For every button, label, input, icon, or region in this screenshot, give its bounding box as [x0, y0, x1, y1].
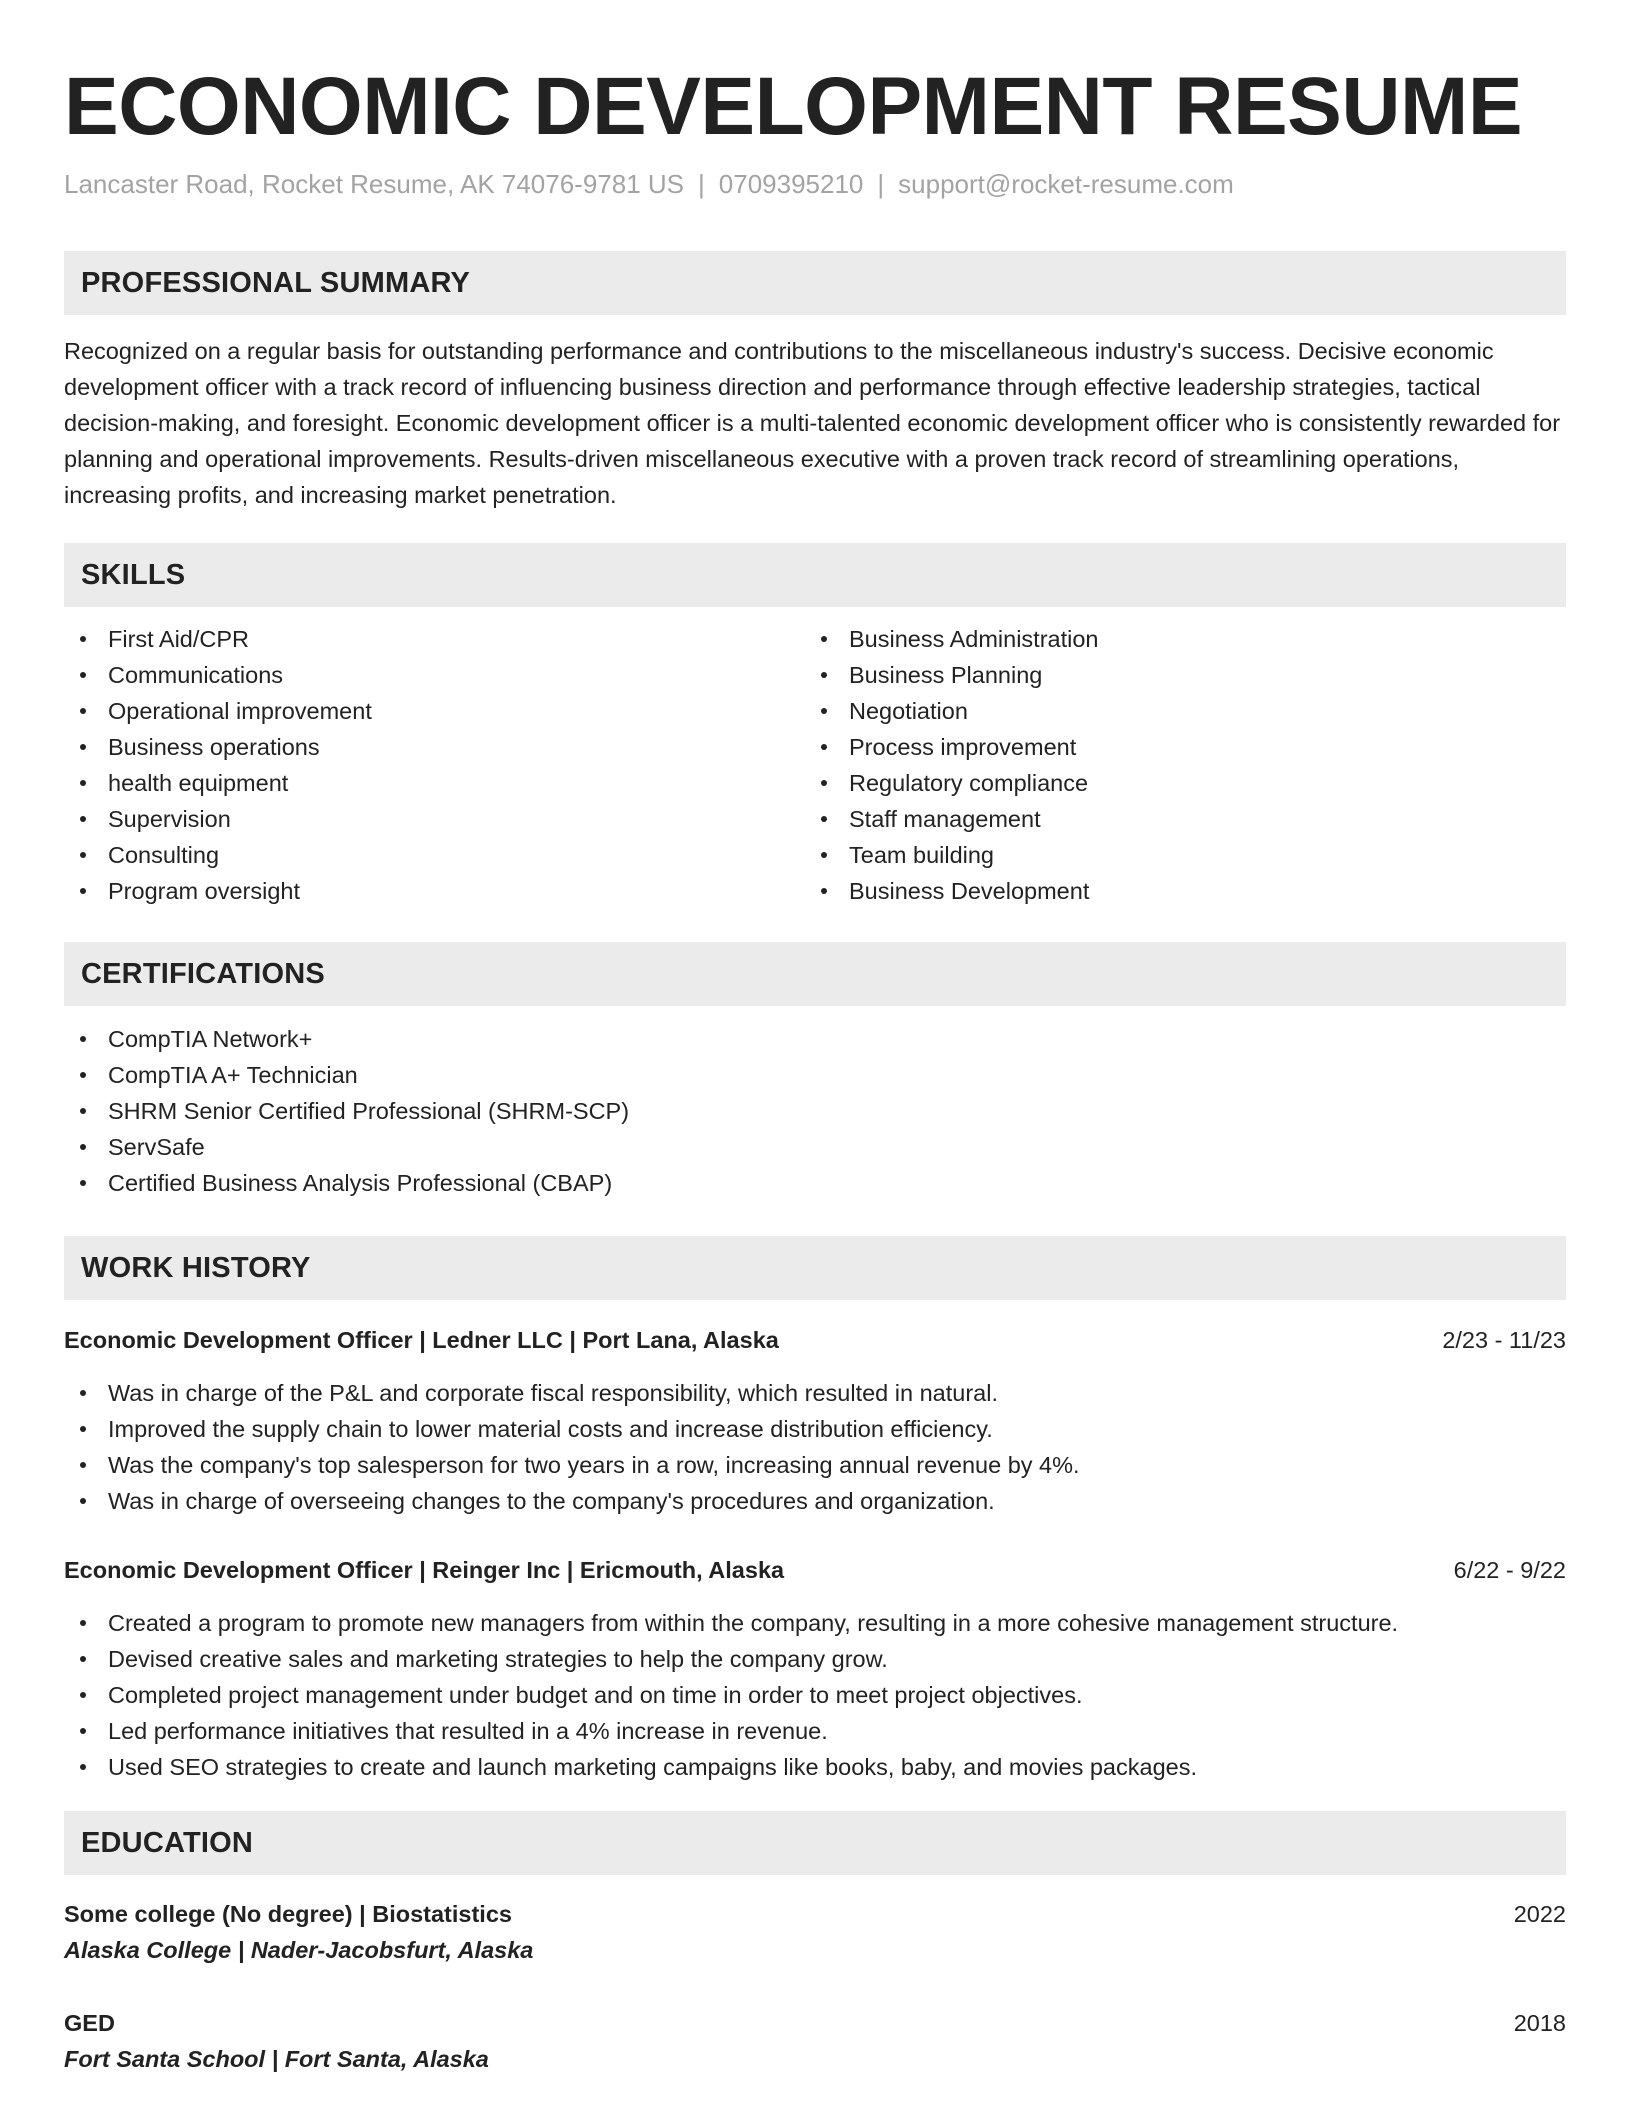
- section-title: PROFESSIONAL SUMMARY: [81, 267, 471, 299]
- contact-address: Lancaster Road, Rocket Resume, AK 74076-9781 US: [64, 169, 685, 199]
- skill-item: Regulatory compliance: [805, 765, 1098, 801]
- education-school: Fort Santa School | Fort Santa, Alaska: [64, 2046, 489, 2072]
- job-bullet: Was in charge of the P&L and corporate fiscal responsibility, which resulted in natural.: [64, 1375, 1080, 1411]
- job-bullet: Improved the supply chain to lower material costs and increase distribution efficiency.: [64, 1411, 1080, 1447]
- job-bullets: [64, 1605, 1398, 1785]
- skill-item: Process improvement: [805, 729, 1098, 765]
- job-bullets: [64, 1375, 1080, 1519]
- section-header-education: [64, 1811, 1566, 1875]
- section-title: CERTIFICATIONS: [81, 958, 325, 990]
- contact-separator: |: [877, 169, 885, 199]
- education-year: 2022: [1513, 1901, 1566, 1927]
- certification-item: CompTIA Network+: [64, 1021, 629, 1057]
- section-header-work-history: [64, 1236, 1566, 1300]
- skill-item: health equipment: [64, 765, 372, 801]
- skill-item: Business operations: [64, 729, 372, 765]
- skill-item: Program oversight: [64, 873, 372, 909]
- education-degree: Some college (No degree) | Biostatistics: [64, 1901, 512, 1927]
- job-header: [64, 1322, 1566, 1358]
- job-dates: 2/23 - 11/23: [1442, 1327, 1566, 1353]
- job-bullet: Led performance initiatives that resulted in a 4% increase in revenue.: [64, 1713, 1398, 1749]
- education-year: 2018: [1513, 2010, 1566, 2036]
- skill-item: Negotiation: [805, 693, 1098, 729]
- job-bullet: Was in charge of overseeing changes to the company's procedures and organization.: [64, 1483, 1080, 1519]
- job-header: [64, 1552, 1566, 1588]
- job-title: Economic Development Officer | Reinger Inc | Ericmouth, Alaska: [64, 1557, 785, 1583]
- certification-item: ServSafe: [64, 1129, 629, 1165]
- section-title: EDUCATION: [81, 1827, 254, 1859]
- section-header-summary: [64, 251, 1566, 315]
- certification-item: Certified Business Analysis Professional (CBAP): [64, 1165, 629, 1201]
- skill-item: Staff management: [805, 801, 1098, 837]
- section-header-certifications: [64, 942, 1566, 1006]
- education-degree: GED: [64, 2010, 115, 2036]
- skill-item: Team building: [805, 837, 1098, 873]
- job-bullet: Created a program to promote new managers from within the company, resulting in a more cohesive management structure.: [64, 1605, 1398, 1641]
- skill-item: Supervision: [64, 801, 372, 837]
- job-title: Economic Development Officer | Ledner LLC | Port Lana, Alaska: [64, 1327, 779, 1353]
- skill-item: First Aid/CPR: [64, 621, 372, 657]
- skills-list-right: [805, 621, 1098, 909]
- skill-item: Communications: [64, 657, 372, 693]
- job-bullet: Completed project management under budget and on time in order to meet project objectives.: [64, 1677, 1398, 1713]
- education-header: [64, 1896, 1566, 1932]
- contact-email: support@rocket-resume.com: [898, 169, 1234, 199]
- skill-item: Consulting: [64, 837, 372, 873]
- skill-item: Business Development: [805, 873, 1098, 909]
- education-header: [64, 2005, 1566, 2041]
- contact-separator: |: [698, 169, 705, 199]
- skill-item: Business Planning: [805, 657, 1098, 693]
- certification-item: CompTIA A+ Technician: [64, 1057, 629, 1093]
- summary-text: Recognized on a regular basis for outstanding performance and contributions to the miscellaneous industry's success. Decisive economic development officer with a track record of influencing business direction and performance through effective leadership strategies, tactical decision-making, and foresight. Economic development officer is a multi-talented economic development officer who is consistently rewarded for planning and operational improvements. Results-driven miscellaneous executive with a proven track record of streamlining operations, increasing profits, and increasing market penetration.: [64, 338, 1561, 508]
- section-title: WORK HISTORY: [81, 1252, 311, 1284]
- contact-line: [64, 166, 1234, 202]
- section-title: SKILLS: [81, 559, 186, 591]
- certifications-list: [64, 1021, 629, 1201]
- job-bullet: Used SEO strategies to create and launch marketing campaigns like books, baby, and movies packages.: [64, 1749, 1398, 1785]
- section-header-skills: [64, 543, 1566, 607]
- certification-item: SHRM Senior Certified Professional (SHRM-SCP): [64, 1093, 629, 1129]
- education-school: Alaska College | Nader-Jacobsfurt, Alaska: [64, 1937, 534, 1963]
- job-bullet: Devised creative sales and marketing strategies to help the company grow.: [64, 1641, 1398, 1677]
- contact-phone: 0709395210: [718, 169, 864, 199]
- job-bullet: Was the company's top salesperson for two years in a row, increasing annual revenue by 4%.: [64, 1447, 1080, 1483]
- job-dates: 6/22 - 9/22: [1453, 1557, 1566, 1583]
- skill-item: Business Administration: [805, 621, 1098, 657]
- skills-list-left: [64, 621, 372, 909]
- resume-title: ECONOMIC DEVELOPMENT RESUME: [64, 61, 1523, 152]
- skill-item: Operational improvement: [64, 693, 372, 729]
